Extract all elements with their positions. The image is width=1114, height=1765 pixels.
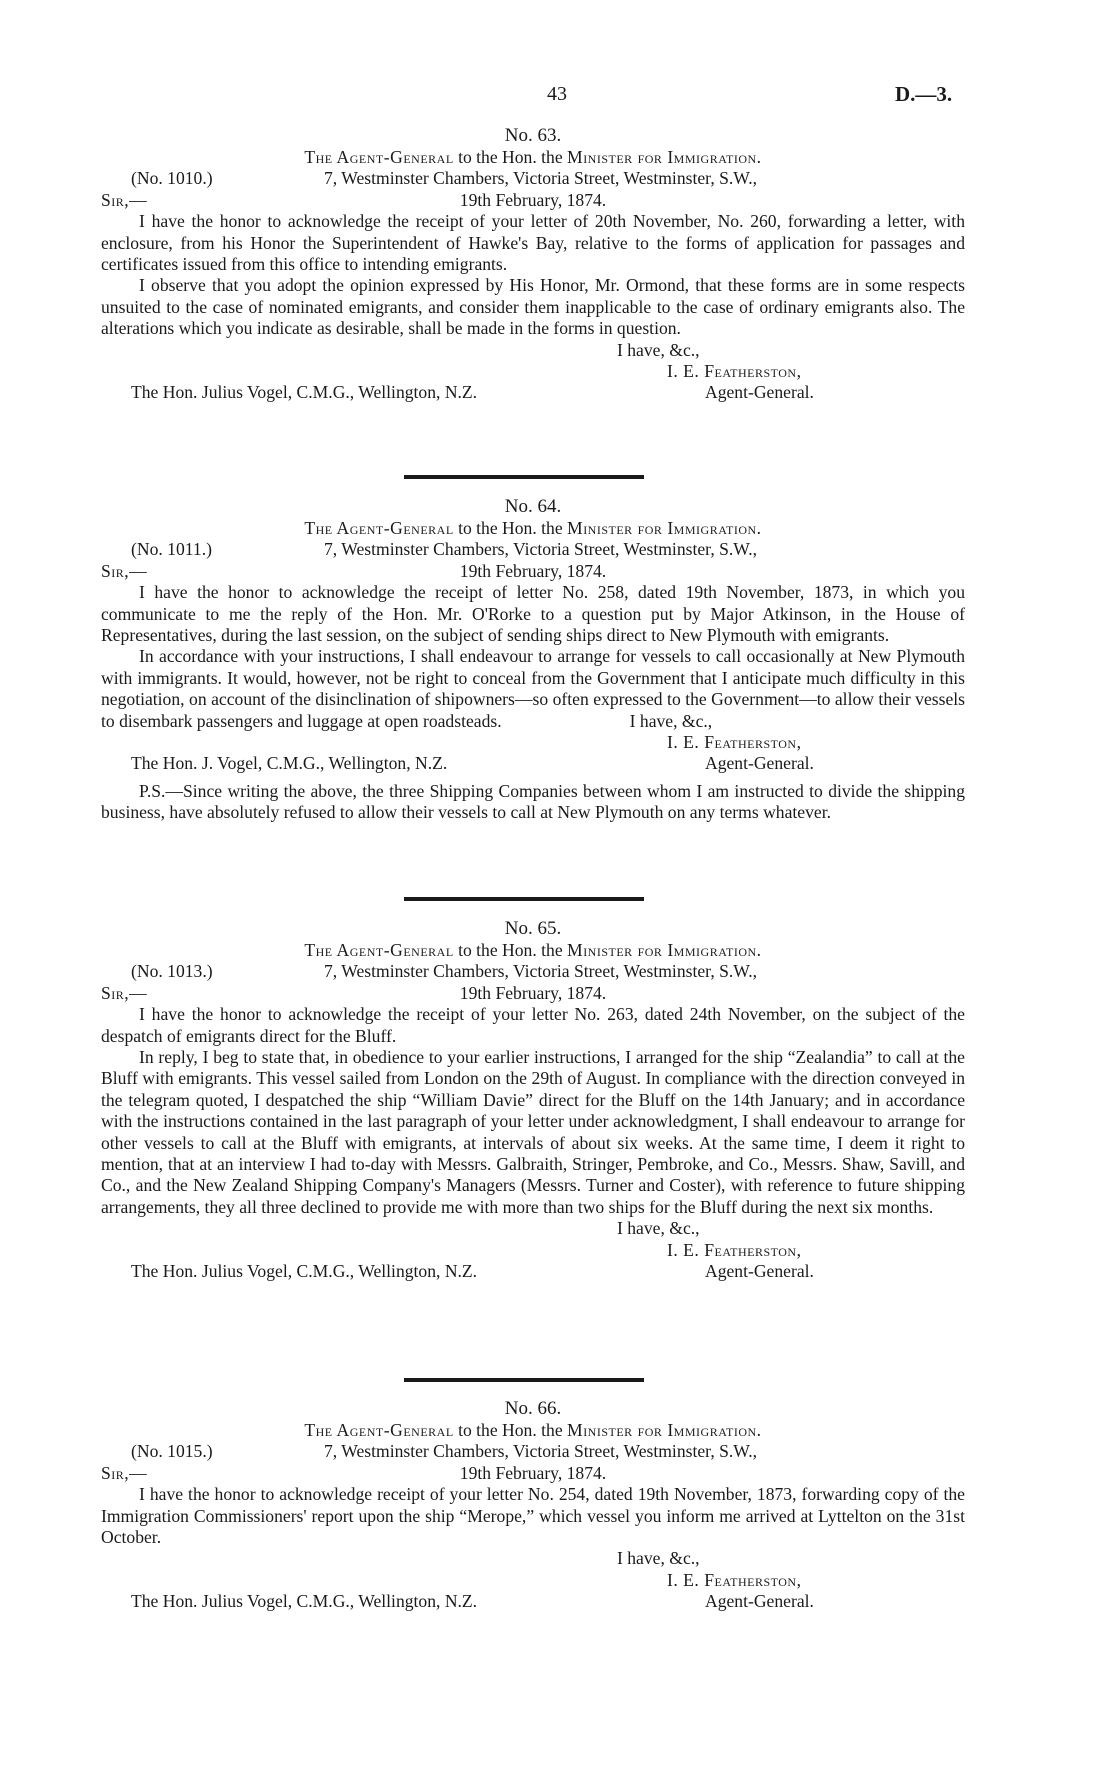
addressee: The Hon. Julius Vogel, C.M.G., Wellington, N.Z. — [131, 1261, 478, 1282]
addressee: The Hon. Julius Vogel, C.M.G., Wellington, N.Z. — [131, 382, 478, 403]
closing-line — [101, 1548, 965, 1569]
reference-number: (No. 1011.) — [131, 539, 212, 560]
salutation-line — [101, 983, 965, 1004]
signer-line — [101, 732, 965, 753]
letter-64 — [101, 496, 965, 824]
separator-rule — [404, 475, 644, 479]
to-word: to the Hon. the — [458, 147, 563, 167]
signer: I. E. Featherston, — [667, 732, 802, 753]
closing: I have, &c., — [617, 1218, 700, 1239]
separator-rule — [404, 1378, 644, 1382]
salutation-line — [101, 190, 965, 211]
paragraph — [101, 646, 965, 732]
salutation-line — [101, 561, 965, 582]
letter-heading — [101, 518, 965, 539]
paragraph: I have the honor to acknowledge the receipt of letter No. 258, dated 19th November, 1873, in which you communicate to me the reply of the Hon. Mr. O'Rorke to a question put by Major Atkinson, in the House of Representatives, during the last session, on the subject of sending ships direct to New Plymouth with emigrants. — [101, 582, 965, 645]
letter-number: No. 63. — [504, 125, 562, 146]
closing: I have, &c., — [617, 339, 700, 360]
closing: I have, &c., — [617, 1548, 700, 1569]
salutation: Sir,— — [101, 560, 148, 581]
reference-line — [101, 1441, 965, 1462]
letter-number: No. 64. — [504, 496, 562, 517]
sender: The Agent-General — [304, 1420, 454, 1440]
addressee-line — [101, 382, 965, 403]
signer-role: Agent-General. — [705, 753, 814, 774]
salutation: Sir,— — [101, 189, 148, 210]
letter-date: 19th February, 1874. — [459, 1462, 607, 1483]
sender: The Agent-General — [304, 147, 454, 167]
sender-address: 7, Westminster Chambers, Victoria Street, Westminster, S.W., — [324, 961, 758, 982]
postscript: P.S.—Since writing the above, the three Shipping Companies between whom I am instructed to divide the shipping business, have absolutely refused to allow their vessels to call at New Plymouth on any terms whatever. — [101, 780, 965, 823]
signer: I. E. Featherston, — [667, 361, 802, 382]
addressee-line — [101, 1591, 965, 1612]
salutation: Sir,— — [101, 982, 148, 1003]
signer-role: Agent-General. — [705, 1591, 814, 1612]
signer: I. E. Featherston, — [667, 1569, 802, 1590]
paragraph: I observe that you adopt the opinion expressed by His Honor, Mr. Ormond, that these forms are in some respects unsuited to the case of nominated emigrants, and consider them inapplicable to the case of ordinary emigrants also. The alterations which you indicate as desirable, shall be made in the forms in question. — [101, 275, 965, 339]
letter-63 — [101, 125, 965, 404]
separator-rule — [404, 897, 644, 901]
recipient: Minister for Immigration. — [567, 147, 762, 167]
recipient: Minister for Immigration. — [567, 1420, 762, 1440]
reference-line — [101, 961, 965, 982]
closing-line — [101, 1218, 965, 1239]
reference-number: (No. 1013.) — [131, 961, 213, 982]
page-number: 43 — [547, 83, 567, 105]
recipient: Minister for Immigration. — [567, 518, 762, 538]
letter-heading — [101, 1420, 965, 1441]
signer-line — [101, 361, 965, 382]
letter-heading — [101, 147, 965, 168]
signer-role: Agent-General. — [705, 1261, 814, 1282]
closing-line — [101, 340, 965, 361]
sender-address: 7, Westminster Chambers, Victoria Street, Westminster, S.W., — [324, 1441, 758, 1462]
paragraph: I have the honor to acknowledge the receipt of your letter of 20th November, No. 260, forwarding a letter, with enclosure, from his Honor the Superintendent of Hawke's Bay, relative to the forms of application for passages and certificates issued from this office to intending emigrants. — [101, 211, 965, 274]
signer-line — [101, 1570, 965, 1591]
paragraph-text: In accordance with your instructions, I shall endeavour to arrange for vessels to call occasionally at New Plymouth with immigrants. It would, however, not be right to conceal from the Government that I anticipate much difficulty in this negotiation, on account of the disinclination of shipowners—so often expressed to the Government—to allow their vessels to disembark passengers and luggage at open roadsteads. — [101, 646, 965, 731]
letter-date: 19th February, 1874. — [459, 982, 607, 1003]
letter-number: No. 65. — [504, 918, 562, 939]
salutation: Sir,— — [101, 1462, 148, 1483]
paragraph: I have the honor to acknowledge receipt of your letter No. 254, dated 19th November, 1873, forwarding copy of the Immigration Commissioners' report upon the ship “Merope,” which vessel you inform me arrived at Lyttelton on the 31st October. — [101, 1484, 965, 1547]
letter-date: 19th February, 1874. — [459, 189, 607, 210]
signer-line — [101, 1240, 965, 1261]
paragraph: I have the honor to acknowledge the receipt of your letter No. 263, dated 24th November, on the subject of the despatch of emigrants direct for the Bluff. — [101, 1004, 965, 1046]
addressee-line — [101, 753, 965, 774]
letter-number: No. 66. — [504, 1398, 562, 1419]
sender: The Agent-General — [304, 518, 454, 538]
reference-number: (No. 1010.) — [131, 168, 213, 189]
to-word: to the Hon. the — [458, 518, 563, 538]
closing: I have, &c., — [629, 710, 713, 731]
addressee: The Hon. Julius Vogel, C.M.G., Wellington, N.Z. — [131, 1591, 478, 1612]
reference-line — [101, 539, 965, 560]
to-word: to the Hon. the — [458, 940, 563, 960]
page-code: D.—3. — [895, 82, 953, 106]
letter-65 — [101, 918, 965, 1282]
sender: The Agent-General — [304, 940, 454, 960]
signer-role: Agent-General. — [705, 382, 814, 403]
to-word: to the Hon. the — [458, 1420, 563, 1440]
recipient: Minister for Immigration. — [567, 940, 762, 960]
salutation-line — [101, 1463, 965, 1484]
letter-66 — [101, 1398, 965, 1613]
addressee: The Hon. J. Vogel, C.M.G., Wellington, N.Z. — [131, 753, 448, 774]
reference-number: (No. 1015.) — [131, 1441, 213, 1462]
letter-date: 19th February, 1874. — [459, 560, 607, 581]
letter-heading — [101, 940, 965, 961]
sender-address: 7, Westminster Chambers, Victoria Street, Westminster, S.W., — [324, 539, 758, 560]
signer: I. E. Featherston, — [667, 1239, 802, 1260]
sender-address: 7, Westminster Chambers, Victoria Street, Westminster, S.W., — [324, 168, 758, 189]
paragraph: In reply, I beg to state that, in obedience to your earlier instructions, I arranged for the ship “Zealandia” to call at the Bluff with emigrants. This vessel sailed from London on the 29th of August. In compliance with the direction conveyed in the telegram quoted, I despatched the ship “William Davie” direct for the Bluff on the 14th January; and in accordance with the instructions contained in the last paragraph of your letter under acknowledgment, I shall endeavour to arrange for other vessels to call at the Bluff with emigrants, at intervals of about six weeks. At the same time, I deem it right to mention, that at an interview I had to-day with Messrs. Galbraith, Stringer, Pembroke, and Co., Messrs. Shaw, Savill, and Co., and the New Zealand Shipping Company's Managers (Messrs. Turner and Coster), with reference to future shipping arrangements, they all three declined to provide me with more than two ships for the Bluff during the next six months. — [101, 1047, 965, 1217]
reference-line — [101, 168, 965, 189]
addressee-line — [101, 1261, 965, 1282]
